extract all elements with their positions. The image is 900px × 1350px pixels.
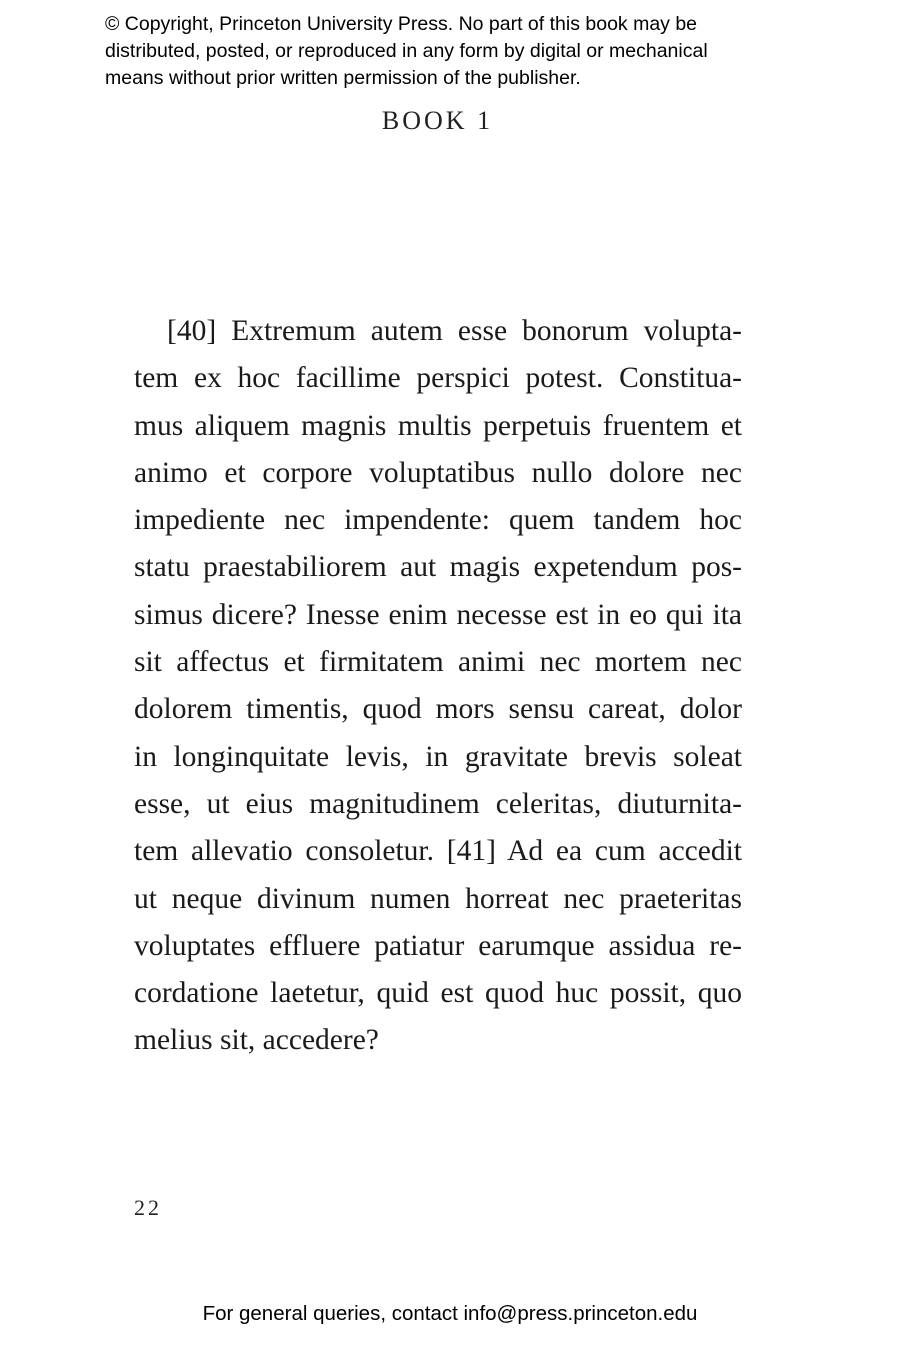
text-line: statu praestabiliorem aut magis expetendum pos- <box>134 551 742 584</box>
copyright-notice <box>105 11 825 92</box>
running-head: BOOK 1 <box>381 106 494 135</box>
copyright-line: means without prior written permission of the publisher. <box>105 67 581 89</box>
copyright-line: distributed, posted, or reproduced in any form by digital or mechanical <box>105 40 708 62</box>
text-line: [40] Extremum autem esse bonorum volupta- <box>167 315 742 347</box>
latin-text-passage <box>134 308 742 1065</box>
text-line: tem allevatio consoletur. [41] Ad ea cum accedit <box>134 835 742 868</box>
text-line: esse, ut eius magnitudinem celeritas, diuturnita- <box>134 787 742 820</box>
text-line: in longinquitate levis, in gravitate brevis soleat <box>134 740 742 773</box>
text-line: melius sit, accedere? <box>134 1024 379 1057</box>
text-line: ut neque divinum numen horreat nec praeteritas <box>134 882 742 915</box>
contact-footer: For general queries, contact info@press.princeton.edu <box>202 1302 698 1325</box>
text-line: sit affectus et firmitatem animi nec mortem nec <box>134 646 742 679</box>
copyright-line: © Copyright, Princeton University Press. No part of this book may be <box>105 13 698 35</box>
text-line: animo et corpore voluptatibus nullo dolore nec <box>134 456 742 489</box>
text-line: voluptates effluere patiatur earumque assidua re- <box>134 929 742 962</box>
text-line: mus aliquem magnis multis perpetuis fruentem et <box>134 409 742 442</box>
text-line: cordatione laetetur, quid est quod huc possit, quo <box>134 977 742 1010</box>
text-line: dolorem timentis, quod mors sensu careat, dolor <box>134 693 742 726</box>
page-number: 22 <box>134 1195 162 1220</box>
text-line: simus dicere? Inesse enim necesse est in eo qui ita <box>134 598 742 631</box>
text-line: tem ex hoc facillime perspici potest. Constitua- <box>134 362 742 395</box>
text-line: impediente nec impendente: quem tandem hoc <box>134 504 742 537</box>
